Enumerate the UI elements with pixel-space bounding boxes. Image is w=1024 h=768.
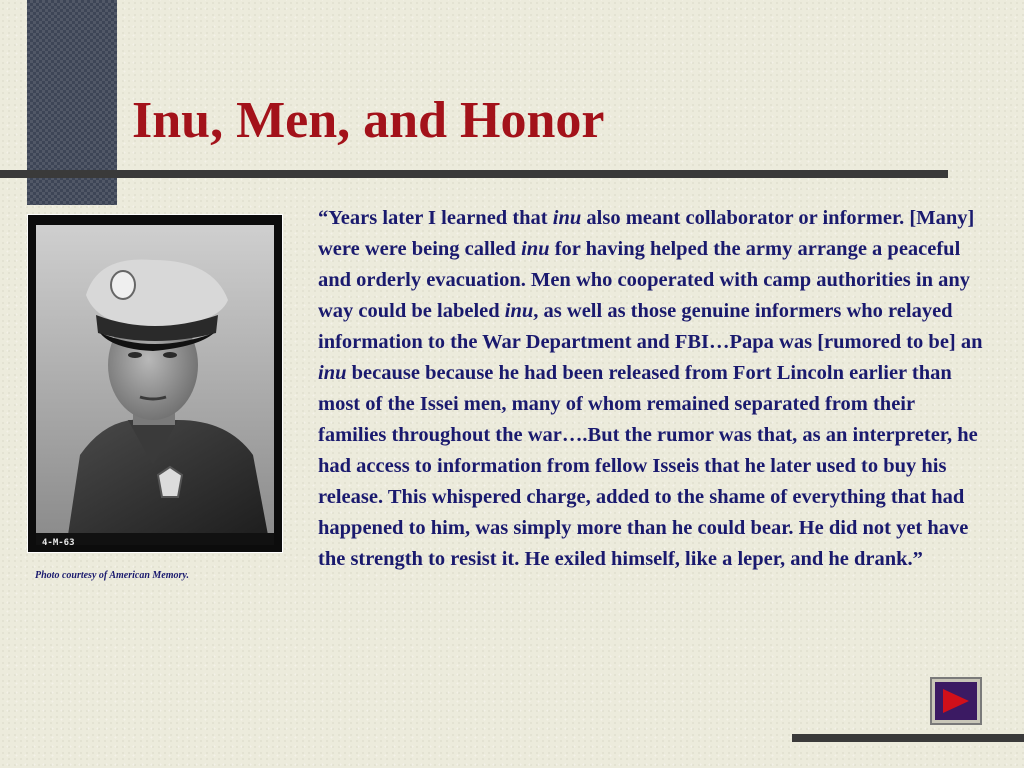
quote-segment: also meant collaborator or informer. [Many] were were being called bbox=[318, 207, 975, 260]
quote-segment: , as well as those genuine informers who relayed information to the War Department and FBI…Papa was [rumored to be] an bbox=[318, 300, 983, 353]
quote-segment: because because he had been released from Fort Lincoln earlier than most of the Issei men, many of whom remained separated from their families throughout the war….But the rumor was that, as an interpreter, he had access to information from fellow Isseis that he later used to buy his release. This whispered charge, added to the shame of everything that had happened to him, was simply more than he could bear. He did not yet have the strength to resist it. He exiled himself, like a leper, and he drank.” bbox=[318, 362, 978, 570]
quote-italic-term: inu bbox=[552, 207, 582, 229]
next-button-face bbox=[935, 682, 977, 720]
play-arrow-icon bbox=[940, 687, 972, 715]
quote-italic-term: inu bbox=[521, 238, 550, 260]
slide-title: Inu, Men, and Honor bbox=[132, 92, 605, 149]
bottom-divider bbox=[792, 734, 1024, 742]
portrait-photo bbox=[28, 215, 282, 552]
quote-italic-term: inu bbox=[504, 300, 534, 322]
quote-segment: “Years later I learned that bbox=[318, 207, 553, 229]
quote-italic-term: inu bbox=[318, 362, 347, 384]
portrait-image bbox=[28, 215, 282, 552]
top-divider bbox=[0, 170, 948, 178]
photo-caption: Photo courtesy of American Memory. bbox=[35, 570, 189, 581]
photo-label: 4-M-63 bbox=[42, 538, 75, 548]
quote-text bbox=[318, 203, 983, 575]
next-slide-button[interactable] bbox=[930, 677, 982, 725]
quote-segment: for having helped the army arrange a peaceful and orderly evacuation. Men who cooperated with camp authorities in any way could be labeled bbox=[318, 238, 970, 322]
